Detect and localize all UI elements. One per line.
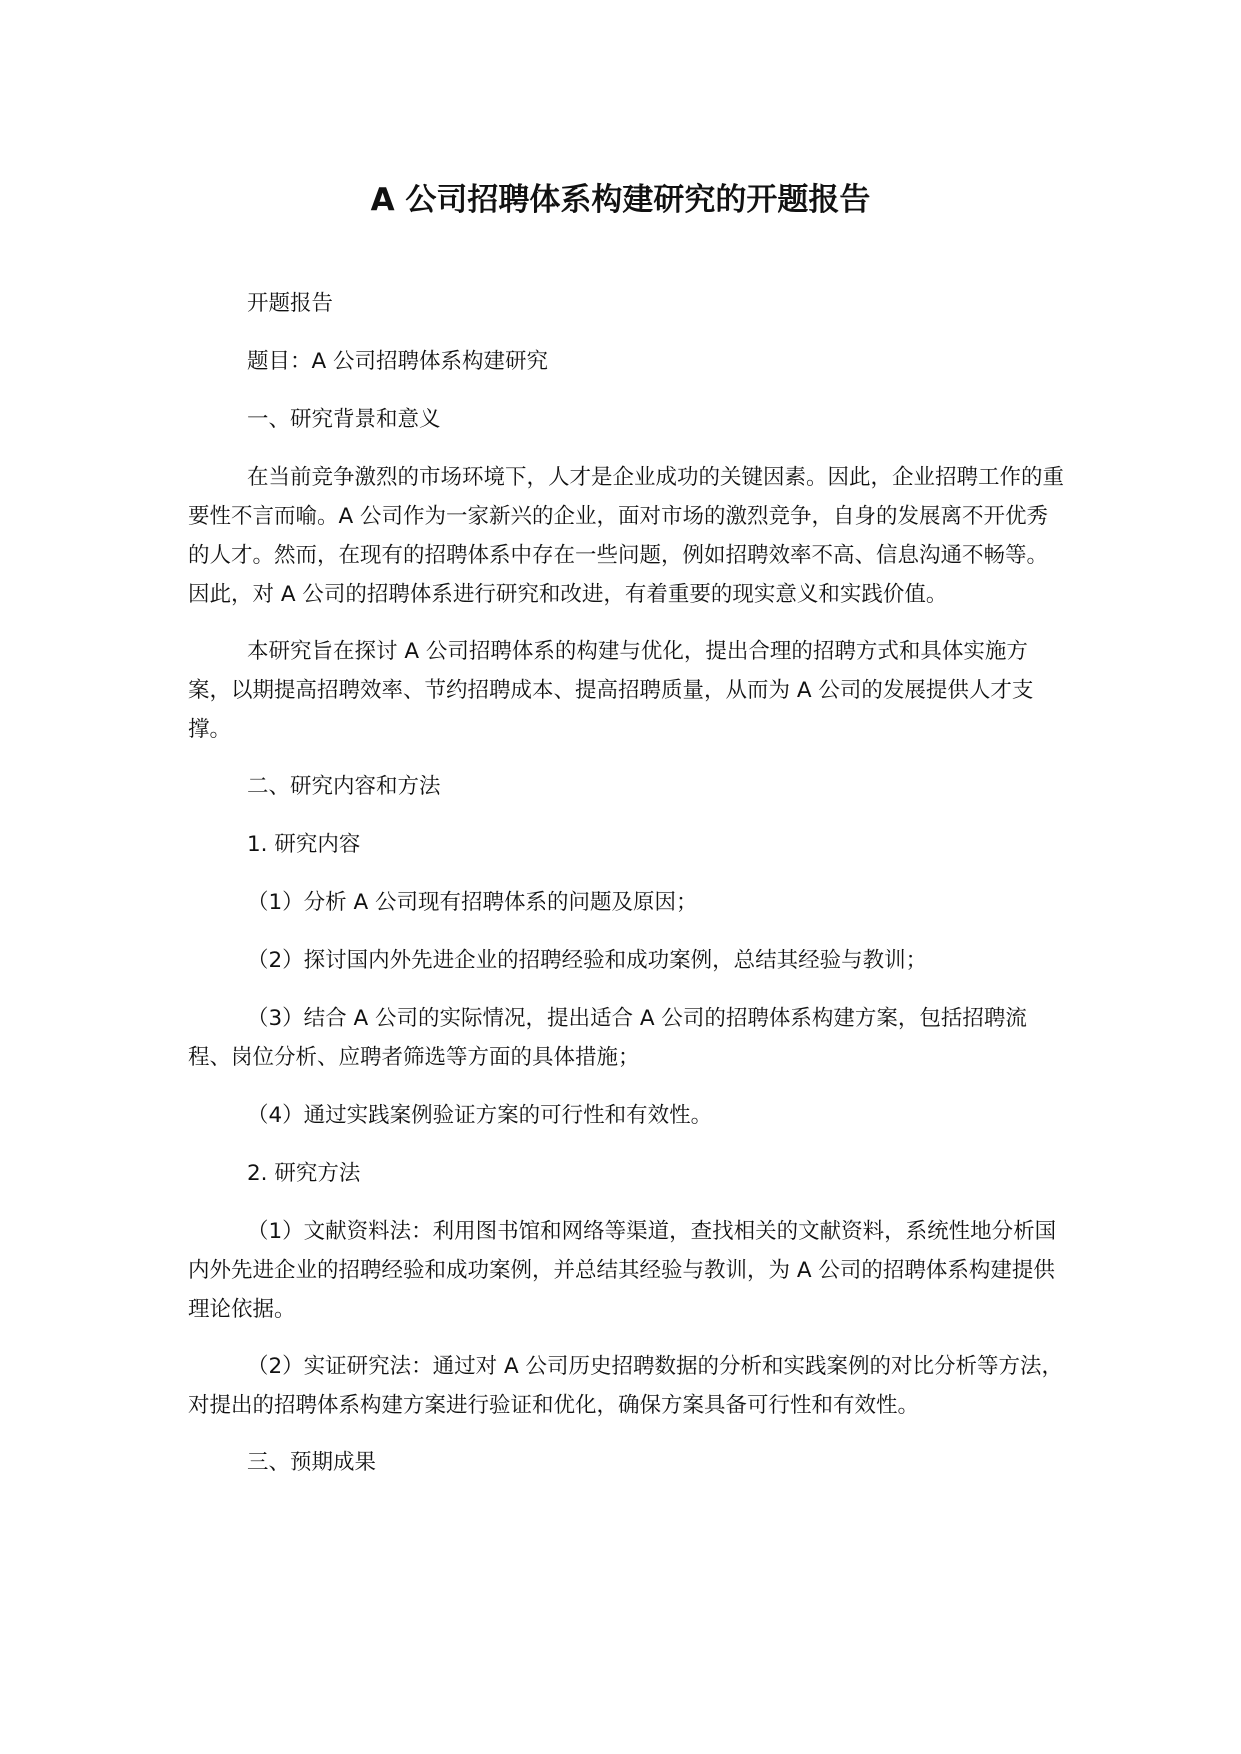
section-heading-background: 一、研究背景和意义 [247, 407, 441, 432]
content-item-1: （1）分析 A 公司现有招聘体系的问题及原因； [247, 890, 698, 915]
content-item-3: （3）结合 A 公司的实际情况，提出适合 A 公司的招聘体系构建方案，包括招聘流程、岗位分析、应聘者筛选等方面的具体措施； [188, 1006, 1027, 1070]
method-item-1: （1）文献资料法：利用图书馆和网络等渠道，查找相关的文献资料，系统性地分析国内外先进企业的招聘经验和成功案例，并总结其经验与教训，为 A 公司的招聘体系构建提供理论依据。 [188, 1219, 1057, 1322]
document-title: A 公司招聘体系构建研究的开题报告 [370, 182, 871, 218]
background-paragraph-1: 在当前竞争激烈的市场环境下，人才是企业成功的关键因素。因此，企业招聘工作的重要性不言而喻。A 公司作为一家新兴的企业，面对市场的激烈竞争，自身的发展离不开优秀的人才。然而，在现有的招聘体系中存在一些问题，例如招聘效率不高、信息沟通不畅等。因此，对 A 公司的招聘体系进行研究和改进，有着重要的现实意义和实践价值。 [188, 465, 1065, 607]
method-item-2: （2）实证研究法：通过对 A 公司历史招聘数据的分析和实践案例的对比分析等方法，对提出的招聘体系构建方案进行验证和优化，确保方案具备可行性和有效性。 [188, 1354, 1064, 1418]
content-item-4: （4）通过实践案例验证方案的可行性和有效性。 [247, 1103, 713, 1128]
content-item-2: （2）探讨国内外先进企业的招聘经验和成功案例，总结其经验与教训； [247, 948, 928, 973]
document-body [188, 284, 1068, 1482]
subheading-research-content: 1. 研究内容 [247, 832, 361, 857]
background-paragraph-2: 本研究旨在探讨 A 公司招聘体系的构建与优化，提出合理的招聘方式和具体实施方案，以期提高招聘效率、节约招聘成本、提高招聘质量，从而为 A 公司的发展提供人才支撑。 [188, 639, 1034, 742]
subheading-research-methods: 2. 研究方法 [247, 1161, 361, 1186]
topic-line: 题目：A 公司招聘体系构建研究 [247, 349, 549, 374]
section-heading-content-methods: 二、研究内容和方法 [247, 774, 441, 799]
report-label: 开题报告 [247, 291, 334, 316]
section-heading-expected-results: 三、预期成果 [247, 1450, 377, 1475]
